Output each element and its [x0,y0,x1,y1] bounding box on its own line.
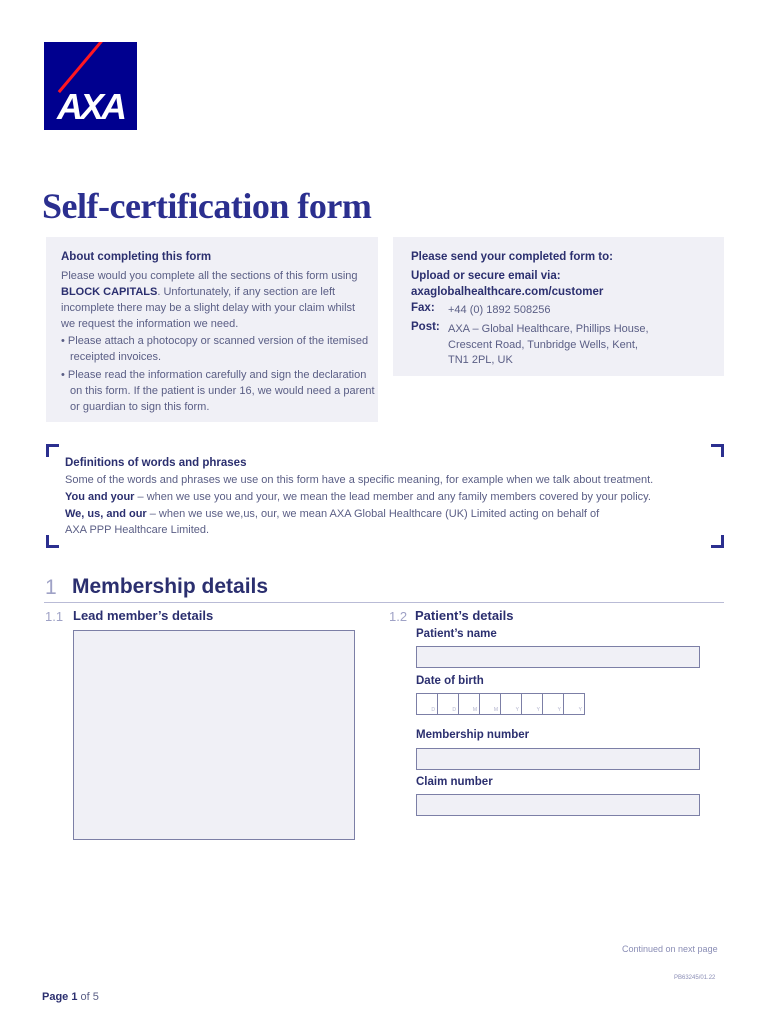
patient-name-field[interactable] [416,646,700,668]
claim-number-field[interactable] [416,794,700,816]
dob-cell-hint: Y [515,707,519,713]
term-we-def: – when we use we,us, our, we mean AXA Global Healthcare (UK) Limited acting on behalf of [146,508,600,520]
definitions-line-1: Some of the words and phrases we use on this form have a specific meaning, for example when we talk about treatment. [65,474,654,486]
claim-number-label: Claim number [416,776,493,788]
dob-cell-hint: M [493,707,498,713]
about-bullet-2: • Please read the information carefully and sign the declaration on this form. If the patient is under 16, we would need a parent or guardian to sign this form. [61,369,375,413]
dob-cell-hint: Y [536,707,540,713]
corner-bottom-right [711,535,724,548]
fax-label: Fax: [411,302,435,314]
section-divider [44,602,724,603]
definitions-line-2 [65,491,651,503]
lead-subsection-title: Lead member’s details [73,608,214,623]
dob-field[interactable] [416,693,585,715]
about-intro-bold: BLOCK CAPITALS [61,286,158,298]
page-number [42,991,99,1003]
dob-cell[interactable] [500,693,521,715]
membership-number-field[interactable] [416,748,700,770]
dob-cell[interactable] [521,693,542,715]
about-heading: About completing this form [61,251,212,263]
post-line-3: TN1 2PL, UK [448,354,513,366]
about-bullet-1: • Please attach a photocopy or scanned version of the itemised receipted invoices. [61,335,369,363]
corner-bottom-left [46,535,59,548]
corner-top-left [46,444,59,457]
dob-cell[interactable] [458,693,479,715]
dob-cell[interactable] [542,693,563,715]
about-intro-pre: Please would you complete all the sections of this form using [61,270,358,282]
term-we: We, us, and our [65,508,147,520]
dob-cell[interactable] [416,693,437,715]
term-you: You and your [65,491,135,503]
upload-info: Upload or secure email via: axaglobalhealthcare.com/customer [411,270,604,298]
dob-label: Date of birth [416,675,484,687]
page-current: 1 [71,991,78,1003]
patient-subsection-number: 1.2 [389,609,408,624]
dob-cell[interactable] [563,693,585,715]
fax-value: +44 (0) 1892 508256 [448,304,551,316]
page-title: Self-certification form [42,186,372,226]
dob-cell-hint: M [472,707,477,713]
dob-cell-hint: D [431,707,435,713]
post-label: Post: [411,321,440,333]
post-line-2: Crescent Road, Tunbridge Wells, Kent, [448,339,638,351]
dob-cell-hint: Y [557,707,561,713]
dob-cell[interactable] [479,693,500,715]
send-heading: Please send your completed form to: [411,251,613,263]
lead-subsection-number: 1.1 [45,609,64,624]
section-title: Membership details [72,575,269,598]
post-line-1: AXA – Global Healthcare, Phillips House, [448,323,649,335]
definitions-line-4: AXA PPP Healthcare Limited. [65,524,210,536]
definitions-heading: Definitions of words and phrases [65,457,247,469]
dob-cell-hint: D [452,707,456,713]
about-intro-post: . Unfortunately, if any section are left incomplete there may be a slight delay with your claim whilst we request the information we need. [61,286,356,330]
page-label: Page [42,991,69,1003]
dob-cell-hint: Y [578,707,582,713]
section-number: 1 [45,576,57,599]
form-reference-code: PB63245/01.22 [674,975,716,981]
axa-logo [44,42,137,130]
dob-cell[interactable] [437,693,458,715]
about-intro [61,268,371,332]
patient-name-label: Patient’s name [416,628,497,640]
definitions-line-3 [65,508,599,520]
logo-wordmark: AXA [56,86,124,127]
lead-member-details-field[interactable] [73,630,355,840]
page-total: of 5 [80,991,99,1003]
patient-subsection-title: Patient’s details [415,608,514,623]
term-you-def: – when we use you and your, we mean the lead member and any family members covered by your policy. [134,491,651,503]
corner-top-right [711,444,724,457]
continued-note: Continued on next page [622,944,718,954]
membership-number-label: Membership number [416,729,530,741]
